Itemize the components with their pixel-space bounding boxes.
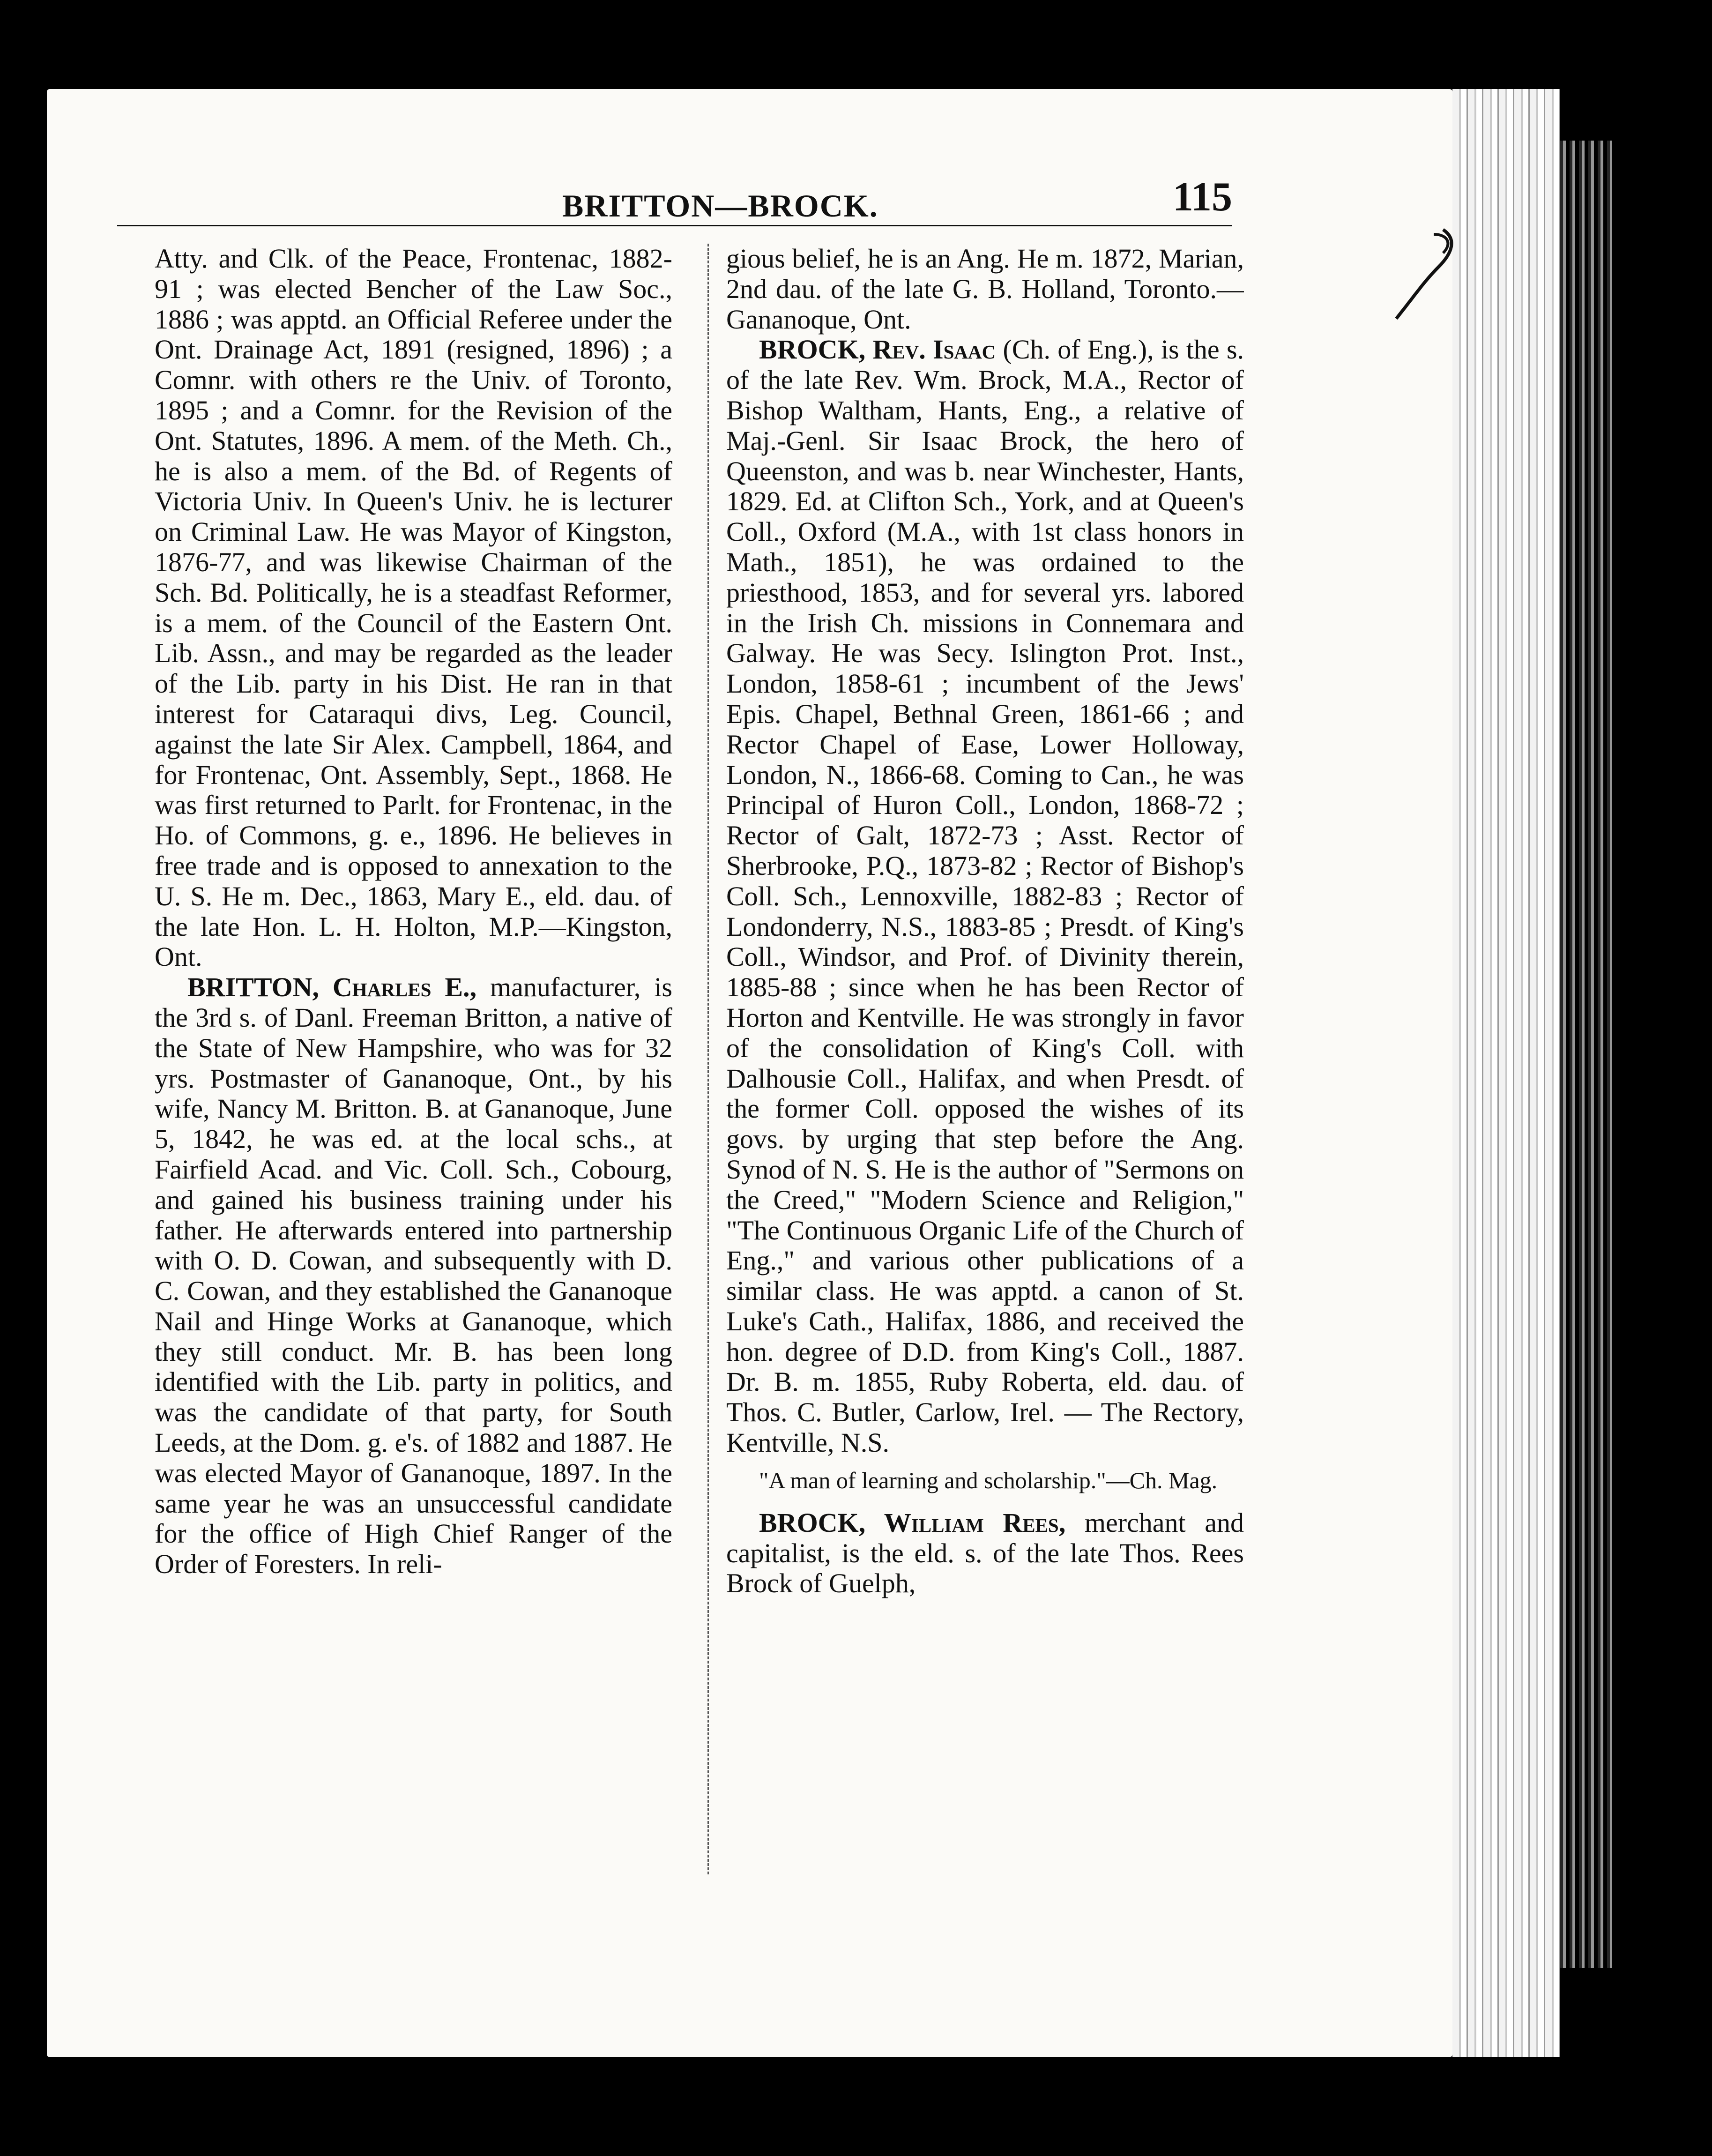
- quotation: "A man of learning and scholarship."—Ch. Mag.: [759, 1467, 1218, 1493]
- entry-text-brock-isaac: (Ch. of Eng.), is the s. of the late Rev. Wm. Brock, M.A., Rector of Bishop Waltham, Hants, Eng., a relative of Maj.-Genl. Sir Isaac Brock, the hero of Queenston, and was b. near Winchester, Hants, 1829. Ed. at Clifton Sch., York, and at Queen's Coll., Oxford (M.A., with 1st class honors in Math., 1851), he was ordained to the priesthood, 1853, and for several yrs. labored in the Irish Ch. missions in Connemara and Galway. He was Secy. Islington Prot. Inst., London, 1858-61 ; incumbent of the Jews' Epis. Chapel, Bethnal Green, 1861-66 ; and Rector Chapel of Ease, Lower Holloway, London, N., 1866-68. Coming to Can., he was Principal of Huron Coll., London, 1868-72 ; Rector of Galt, 1872-73 ; Asst. Rector of Sherbrooke, P.Q., 1873-82 ; Rector of Bishop's Coll. Sch., Lennoxville, 1882-83 ; Rector of Londonderry, N.S., 1883-85 ; Presdt. of King's Coll., Windsor, and Prof. of Divinity therein, 1885-88 ; since when he has been Rector of Horton and Kentville. He was strongly in favor of the consolidation of King's Coll. with Dalhousie Coll., Halifax, and when Presdt. of the former Coll. opposed the wishes of its govs. by urging that step before the Ang. Synod of N. S. He is the author of "Sermons on the Creed," "Modern Science and Religion," "The Continuous Organic Life of the Church of Eng.," and various other publications of a similar class. He was apptd. a canon of St. Luke's Cath., Halifax, 1886, and received the hon. degree of D.D. from King's Coll., 1887. Dr. B. m. 1855, Ruby Roberta, eld. dau. of Thos. C. Butler, Carlow, Irel. — The Rectory, Kentville, N.S.: [726, 334, 1244, 1458]
- page-header: [117, 169, 1232, 226]
- pen-mark-icon: [1387, 225, 1466, 328]
- right-column: [726, 244, 1244, 1874]
- left-paragraph-1: Atty. and Clk. of the Peace, Frontenac, 1882-91 ; was elected Bencher of the Law Soc., 1886 ; was apptd. an Official Referee under the Ont. Drainage Act, 1891 (resigned, 1896) ; a Comnr. with others re the Univ. of Toronto, 1895 ; and a Comnr. for the Revision of the Ont. Statutes, 1896. A mem. of the Meth. Ch., he is also a mem. of the Bd. of Regents of Victoria Univ. In Queen's Univ. he is lecturer on Criminal Law. He was Mayor of Kingston, 1876-77, and was likewise Chairman of the Sch. Bd. Politically, he is a steadfast Reformer, is a mem. of the Council of the Eastern Ont. Lib. Assn., and may be regarded as the leader of the Lib. party in his Dist. He ran in that interest for Cataraqui divs, Leg. Council, against the late Sir Alex. Campbell, 1864, and for Frontenac, Ont. Assembly, Sept., 1868. He was first returned to Parlt. for Frontenac, in the Ho. of Commons, g. e., 1896. He believes in free trade and is opposed to annexation to the U. S. He m. Dec., 1863, Mary E., eld. dau. of the late Hon. L. H. Holton, M.P.—Kingston, Ont.: [155, 244, 672, 972]
- left-paragraph-2: [155, 972, 672, 1580]
- running-head: BRITTON—BROCK.: [562, 188, 878, 224]
- entry-name-brock-william: BROCK, William Rees,: [759, 1507, 1066, 1538]
- entry-text-brock-william: merchant and capitalist, is the eld. s. of the late Thos. Rees Brock of Guelph,: [726, 1507, 1244, 1599]
- column-divider: [707, 244, 709, 1874]
- left-column: [155, 244, 672, 1874]
- right-paragraph-3: [726, 1508, 1244, 1599]
- entry-name-brock-isaac: BROCK, Rev. Isaac: [759, 334, 996, 365]
- right-paragraph-2: [726, 335, 1244, 1458]
- page-edge-shadow: [1560, 141, 1612, 1968]
- right-paragraph-1: gious belief, he is an Ang. He m. 1872, Marian, 2nd dau. of the late G. B. Holland, Toronto.—Gananoque, Ont.: [726, 244, 1244, 335]
- entry-text-britton: manufacturer, is the 3rd s. of Danl. Freeman Britton, a native of the State of New Hampshire, who was for 32 yrs. Postmaster of Gananoque, Ont., by his wife, Nancy M. Britton. B. at Gananoque, June 5, 1842, he was ed. at the local schs., at Fairfield Acad. and Vic. Coll. Sch., Cobourg, and gained his business training under his father. He afterwards entered into partnership with O. D. Cowan, and subsequently with D. C. Cowan, and they established the Gananoque Nail and Hinge Works at Gananoque, which they still conduct. Mr. B. has been long identified with the Lib. party in politics, and was the candidate of that party, for South Leeds, at the Dom. g. e's. of 1882 and 1887. He was elected Mayor of Gananoque, 1897. In the same year he was an unsuccessful candidate for the office of High Chief Ranger of the Order of Foresters. In reli-: [155, 972, 672, 1580]
- page-edge-stack: [1452, 89, 1560, 2057]
- entry-name-britton: BRITTON, Charles E.,: [187, 972, 477, 1003]
- page-number: 115: [1172, 174, 1232, 220]
